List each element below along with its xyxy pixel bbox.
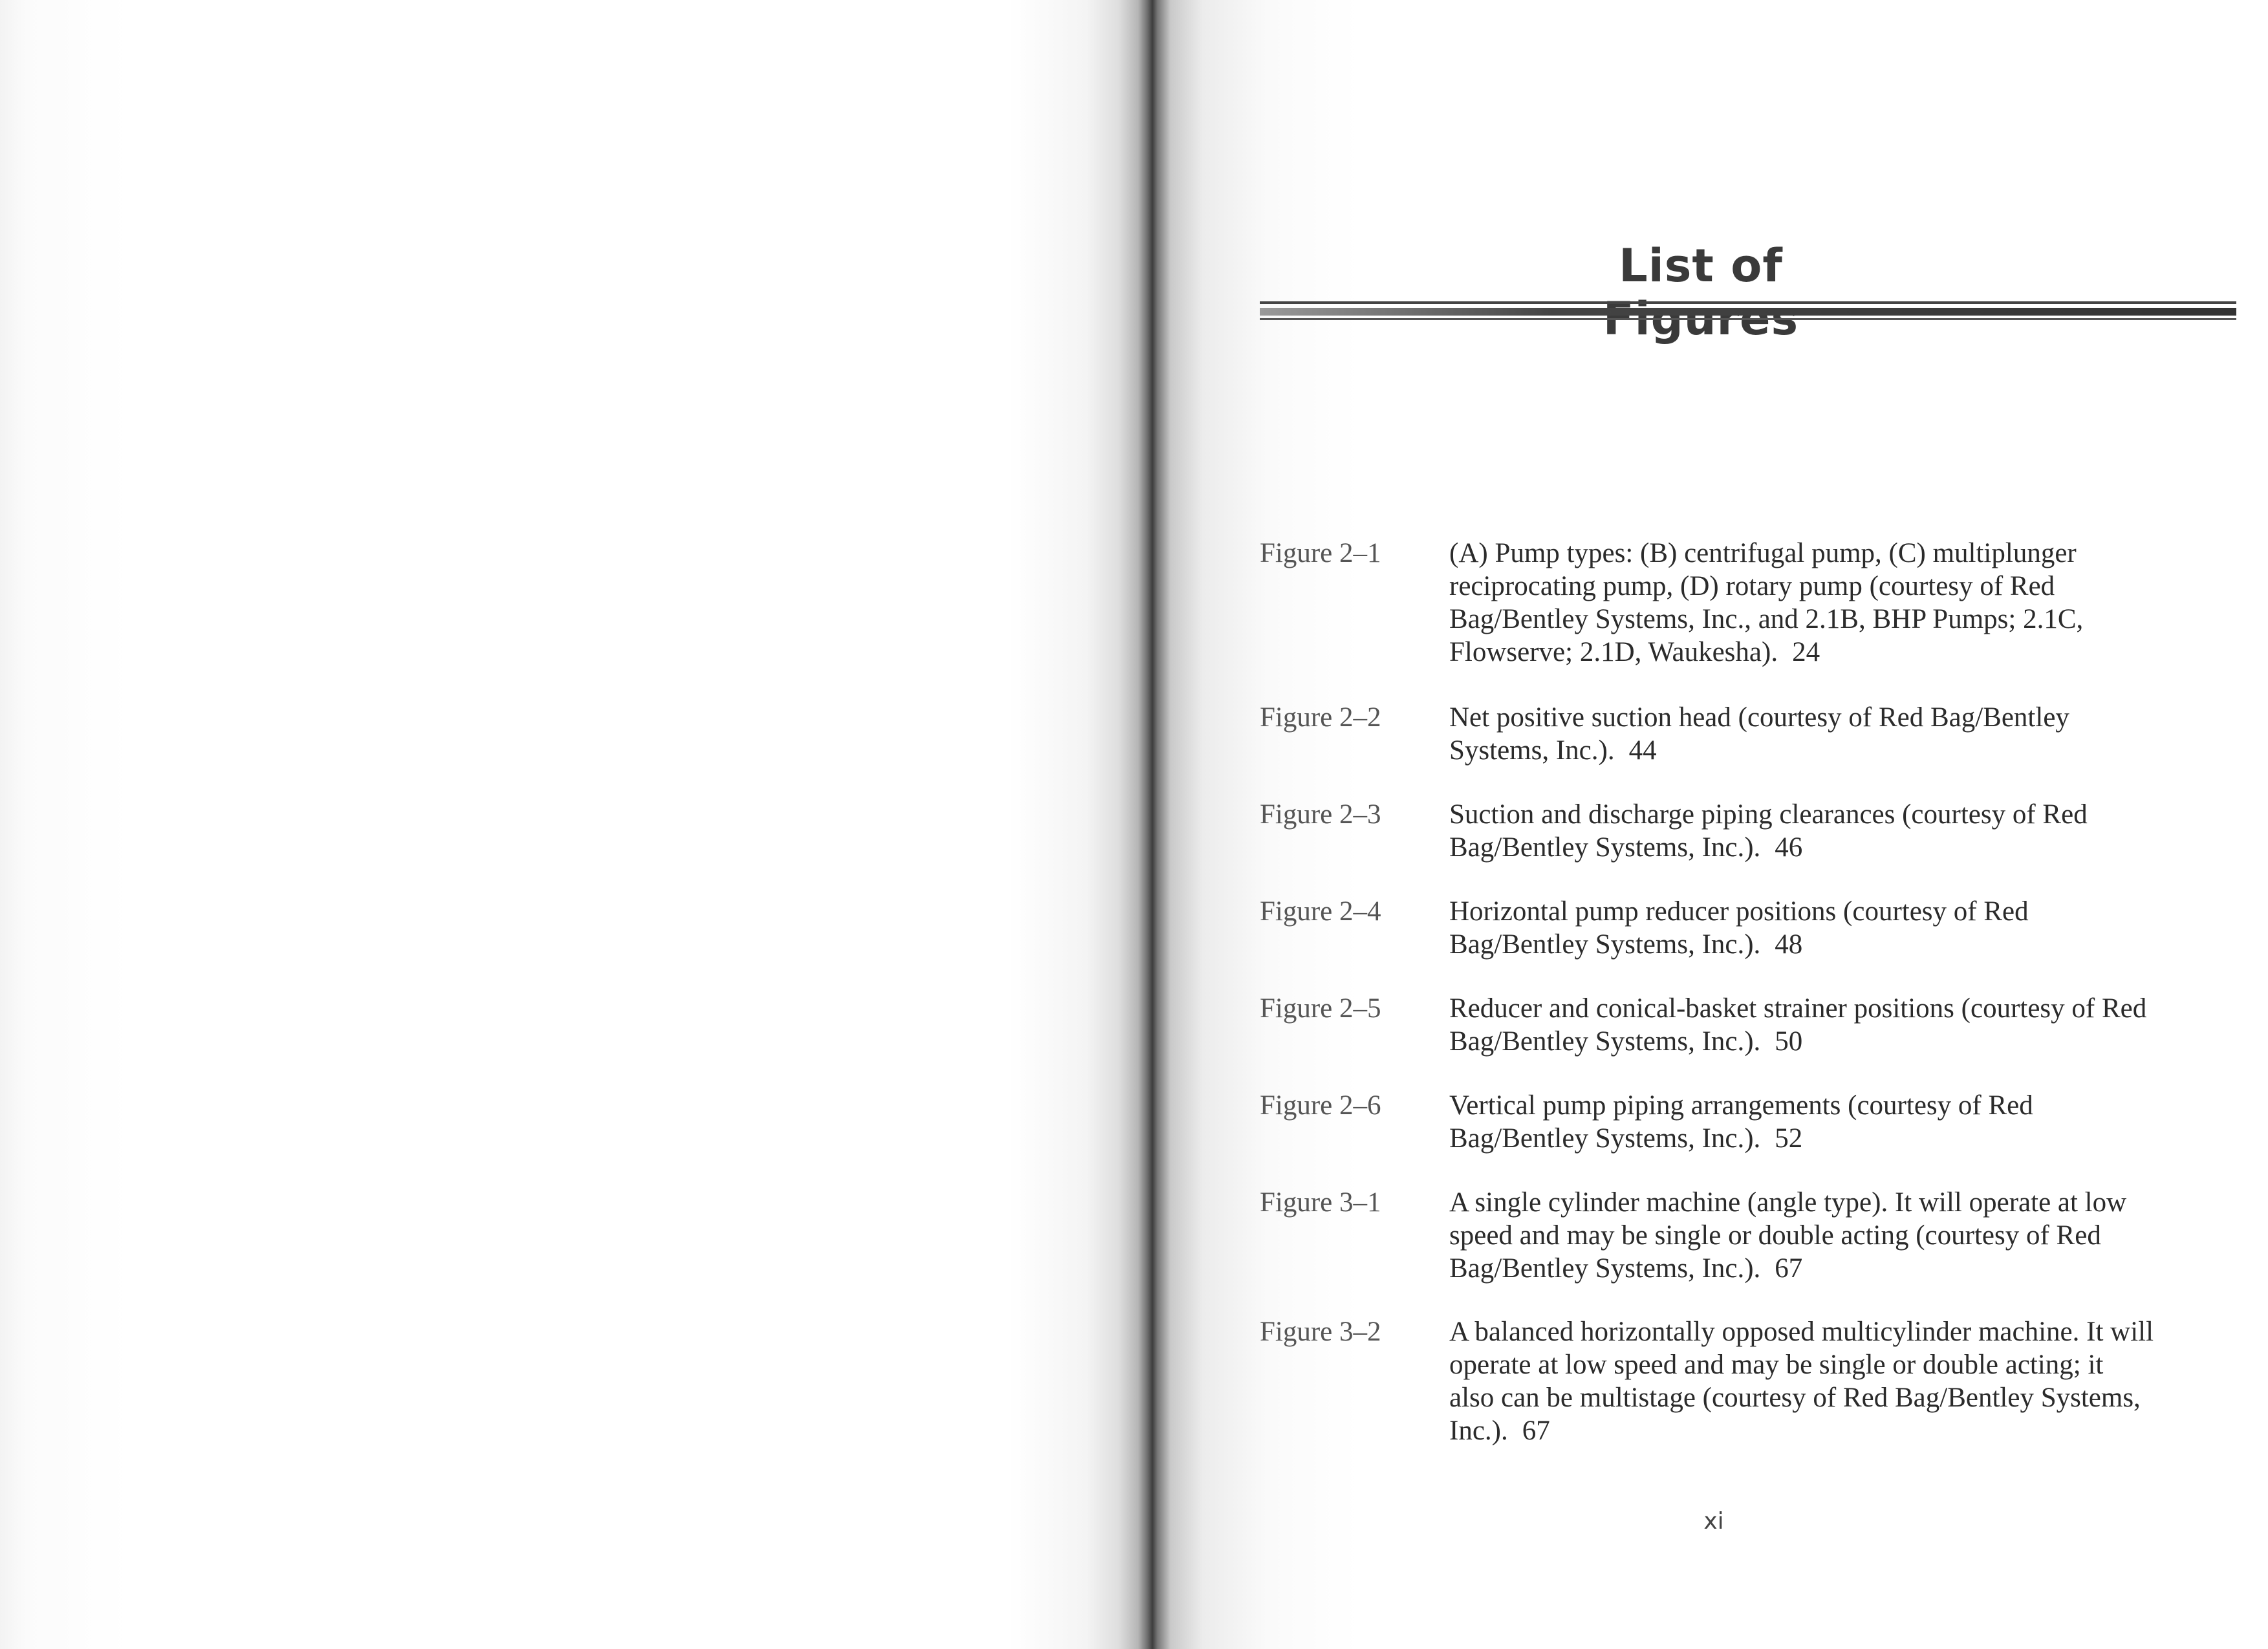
right-page <box>1158 0 2268 1649</box>
figure-caption-text: A balanced horizontally opposed multicylinder machine. It will operate at low speed and may be single or double acting; it also can be multistage (courtesy of Red Bag/Bentley Systems, Inc.). <box>1449 1317 2154 1446</box>
figure-caption-text: Horizontal pump reducer positions (courtesy of Red Bag/Bentley Systems, Inc.). <box>1449 896 2029 960</box>
figure-caption <box>1449 701 2154 767</box>
figure-label: Figure 2–2 <box>1260 702 1381 733</box>
figure-page-number: 48 <box>1775 929 1803 960</box>
figure-page-number: 67 <box>1522 1416 1550 1446</box>
figure-caption <box>1449 537 2154 669</box>
figure-page-number: 24 <box>1792 637 1820 667</box>
figure-label: Figure 2–4 <box>1260 896 1381 927</box>
figure-caption <box>1449 992 2154 1058</box>
figure-label: Figure 2–5 <box>1260 993 1381 1024</box>
figure-label: Figure 3–1 <box>1260 1187 1381 1218</box>
figure-caption <box>1449 895 2154 961</box>
figure-page-number: 46 <box>1775 832 1803 863</box>
figure-caption <box>1449 1186 2154 1285</box>
figure-caption-text: Reducer and conical-basket strainer positions (courtesy of Red Bag/Bentley Systems, Inc.). <box>1449 993 2147 1057</box>
figure-caption-text: Suction and discharge piping clearances (courtesy of Red Bag/Bentley Systems, Inc.). <box>1449 799 2088 863</box>
figure-page-number: 50 <box>1775 1026 1803 1057</box>
page-folio: xi <box>1703 1508 1724 1535</box>
figure-label: Figure 3–2 <box>1260 1317 1381 1347</box>
figure-label: Figure 2–1 <box>1260 538 1381 568</box>
figure-page-number: 44 <box>1628 735 1657 766</box>
figure-caption-text: Vertical pump piping arrangements (courtesy of Red Bag/Bentley Systems, Inc.). <box>1449 1090 2033 1154</box>
figure-caption <box>1449 798 2154 864</box>
title-rule-bottom <box>1260 318 2236 320</box>
figure-label: Figure 2–3 <box>1260 799 1381 830</box>
title-rule-thick <box>1260 308 2236 316</box>
figure-caption-text: (A) Pump types: (B) centrifugal pump, (C) multiplunger reciprocating pump, (D) rotary pump (courtesy of Red Bag/Bentley Systems, Inc., and 2.1B, BHP Pumps; 2.1C, Flowserve; 2.1D, Waukesha). <box>1449 538 2084 667</box>
title-rule-top <box>1260 301 2236 304</box>
page-title: List of <box>1619 239 1783 292</box>
figure-label: Figure 2–6 <box>1260 1090 1381 1121</box>
figure-caption-text: Net positive suction head (courtesy of Red Bag/Bentley Systems, Inc.). <box>1449 702 2069 766</box>
figure-caption-text: A single cylinder machine (angle type). It will operate at low speed and may be single or double acting (courtesy of Red Bag/Bentley Systems, Inc.). <box>1449 1187 2127 1284</box>
figure-caption <box>1449 1089 2154 1155</box>
figure-caption <box>1449 1315 2154 1447</box>
figure-page-number: 67 <box>1775 1253 1803 1284</box>
figure-page-number: 52 <box>1775 1123 1803 1154</box>
